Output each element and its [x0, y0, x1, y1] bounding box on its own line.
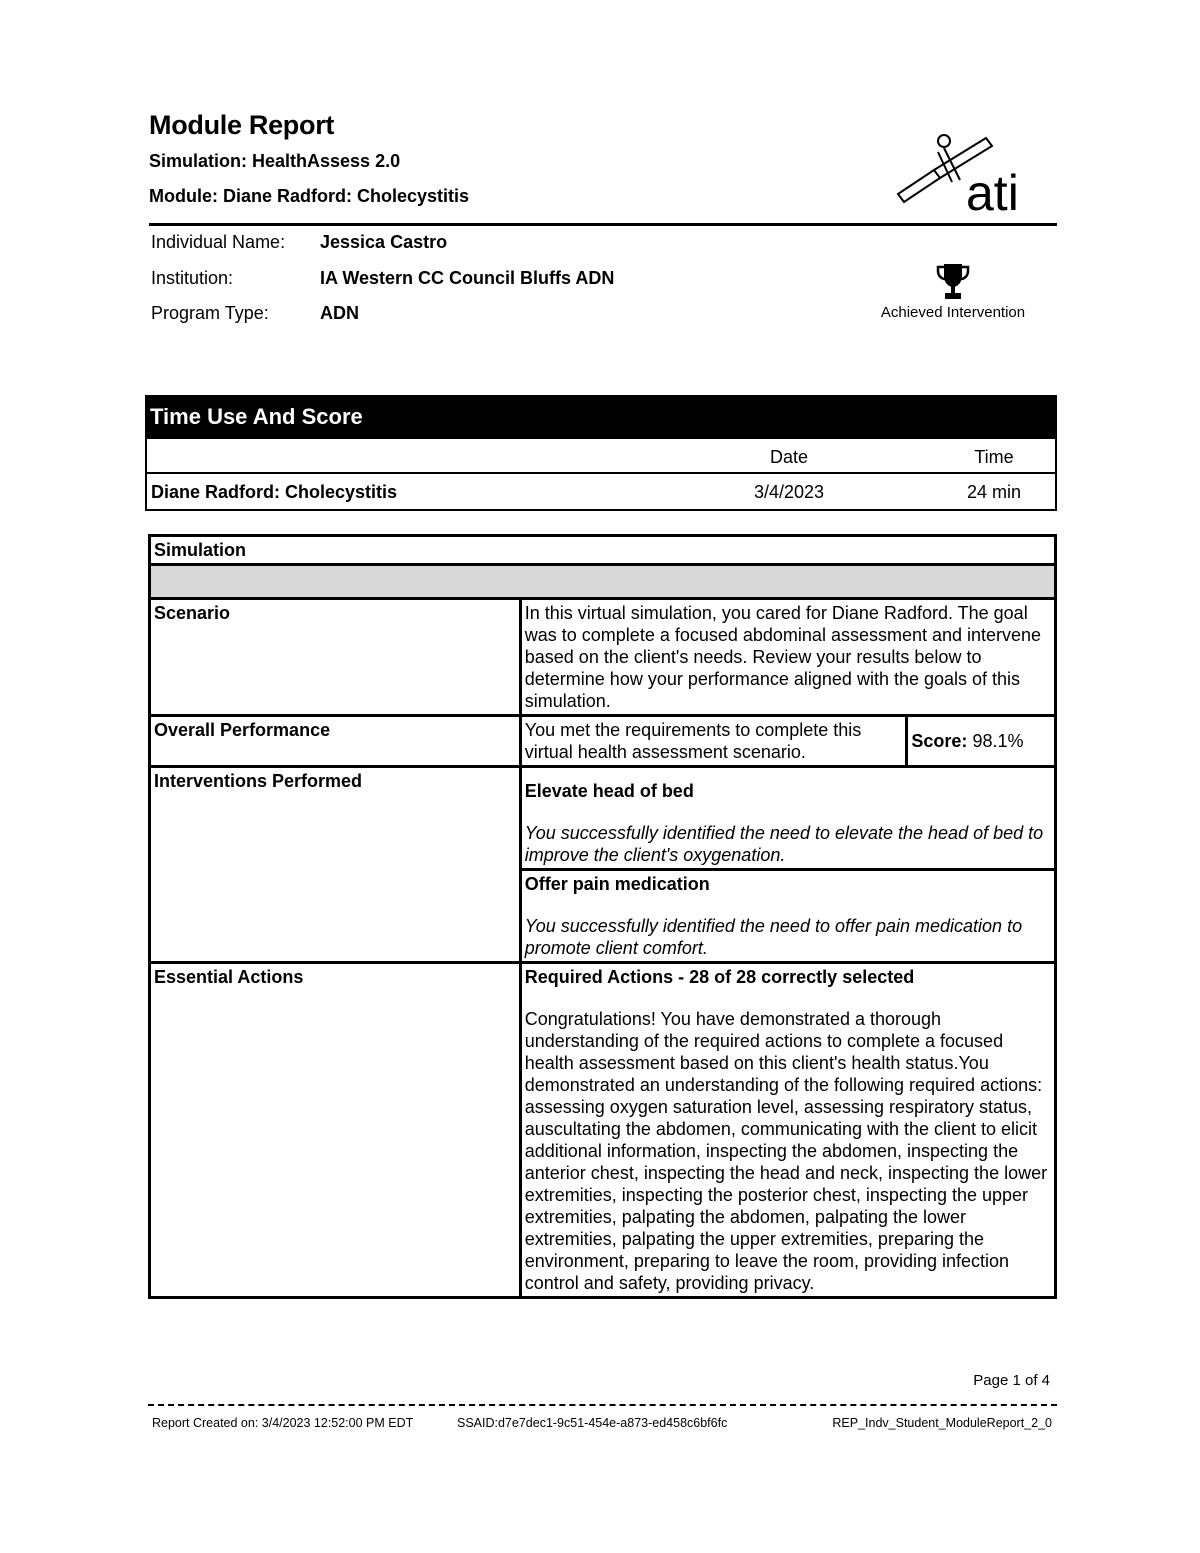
time-cell: 24 min: [966, 482, 1022, 502]
intervention-text: You successfully identified the need to offer pain medication to promote client comfort.: [524, 916, 1023, 958]
date-cell: 3/4/2023: [753, 482, 825, 502]
score-label: Score:: [911, 731, 968, 751]
achievement-badge: [873, 262, 1033, 321]
essential-actions-text: Congratulations! You have demonstrated a thorough understanding of the required actions to complete a focused health assessment based on this client's health status.You demonstrated an understanding of the following required actions: assessing oxygen saturation level, assessing respiratory status, auscultating the abdomen, communicating with the client to elicit additional information, inspecting the abdomen, inspecting the anterior chest, inspecting the head and neck, inspecting the lower extremities, inspecting the posterior chest, inspecting the upper extremities, palpating the abdomen, palpating the lower extremities, palpating the upper extremities, preparing the environment, preparing to leave the room, providing infection control and safety, providing privacy.: [524, 1009, 1048, 1293]
time-use-heading: Time Use And Score: [145, 395, 1057, 437]
individual-value: Jessica Castro: [320, 232, 448, 252]
score-value: 98.1%: [972, 731, 1024, 751]
intervention-item: [520, 767, 1055, 870]
intervention-text: You successfully identified the need to elevate the head of bed to improve the client's oxygenation.: [524, 823, 1044, 865]
program-row: [151, 303, 711, 329]
essential-actions-title: Required Actions - 28 of 28 correctly selected: [524, 967, 915, 987]
time-use-header-row: [145, 437, 1057, 474]
gray-divider: [150, 565, 1056, 599]
institution-label: Institution:: [151, 268, 234, 288]
essential-actions-label: Essential Actions: [150, 963, 521, 1298]
scenario-label: Scenario: [150, 599, 521, 716]
score-cell: [907, 716, 1056, 767]
program-value: ADN: [320, 303, 359, 323]
report-header: [149, 108, 1057, 226]
time-column-header: Time: [974, 447, 1014, 467]
program-label: Program Type:: [151, 303, 269, 323]
institution-value: IA Western CC Council Bluffs ADN: [320, 268, 615, 288]
intervention-title: Elevate head of bed: [524, 781, 694, 801]
module-name: Module: Diane Radford: Cholecystitis: [149, 186, 470, 206]
ati-logo: [894, 132, 1039, 214]
intervention-title: Offer pain medication: [524, 874, 710, 894]
individual-row: [151, 232, 711, 258]
institution-row: [151, 268, 711, 294]
individual-label: Individual Name:: [151, 232, 286, 252]
date-column-header: Date: [769, 447, 809, 467]
interventions-label: Interventions Performed: [150, 767, 521, 963]
footer-divider: [148, 1404, 1057, 1406]
logo-text: ati: [966, 165, 1019, 214]
simulation-heading: Simulation: [150, 536, 1056, 565]
intervention-item: [520, 870, 1055, 963]
trophy-icon: [935, 262, 971, 302]
simulation-name: Simulation: HealthAssess 2.0: [149, 151, 401, 171]
ssaid: SSAID:d7e7dec1-9c51-454e-a873-ed458c6bf6fc: [457, 1416, 728, 1430]
scenario-text: In this virtual simulation, you cared for Diane Radford. The goal was to complete a focused abdominal assessment and intervene based on the client's needs. Review your results below to determine how your performance aligned with the goals of this simulation.: [520, 599, 1055, 716]
simulation-table: [148, 534, 1057, 1299]
overall-performance-text: You met the requirements to complete this virtual health assessment scenario.: [520, 716, 907, 767]
essential-actions-cell: [520, 963, 1055, 1298]
report-id: REP_Indv_Student_ModuleReport_2_0: [832, 1416, 1052, 1430]
achievement-label: Achieved Intervention: [880, 304, 1026, 321]
table-row: [145, 474, 1057, 511]
overall-performance-label: Overall Performance: [150, 716, 521, 767]
report-created: Report Created on: 3/4/2023 12:52:00 PM EDT: [152, 1416, 414, 1430]
page-number: Page 1 of 4: [973, 1372, 1050, 1389]
time-use-table: [145, 395, 1057, 511]
module-cell: Diane Radford: Cholecystitis: [151, 482, 398, 502]
page-title: Module Report: [149, 110, 335, 140]
